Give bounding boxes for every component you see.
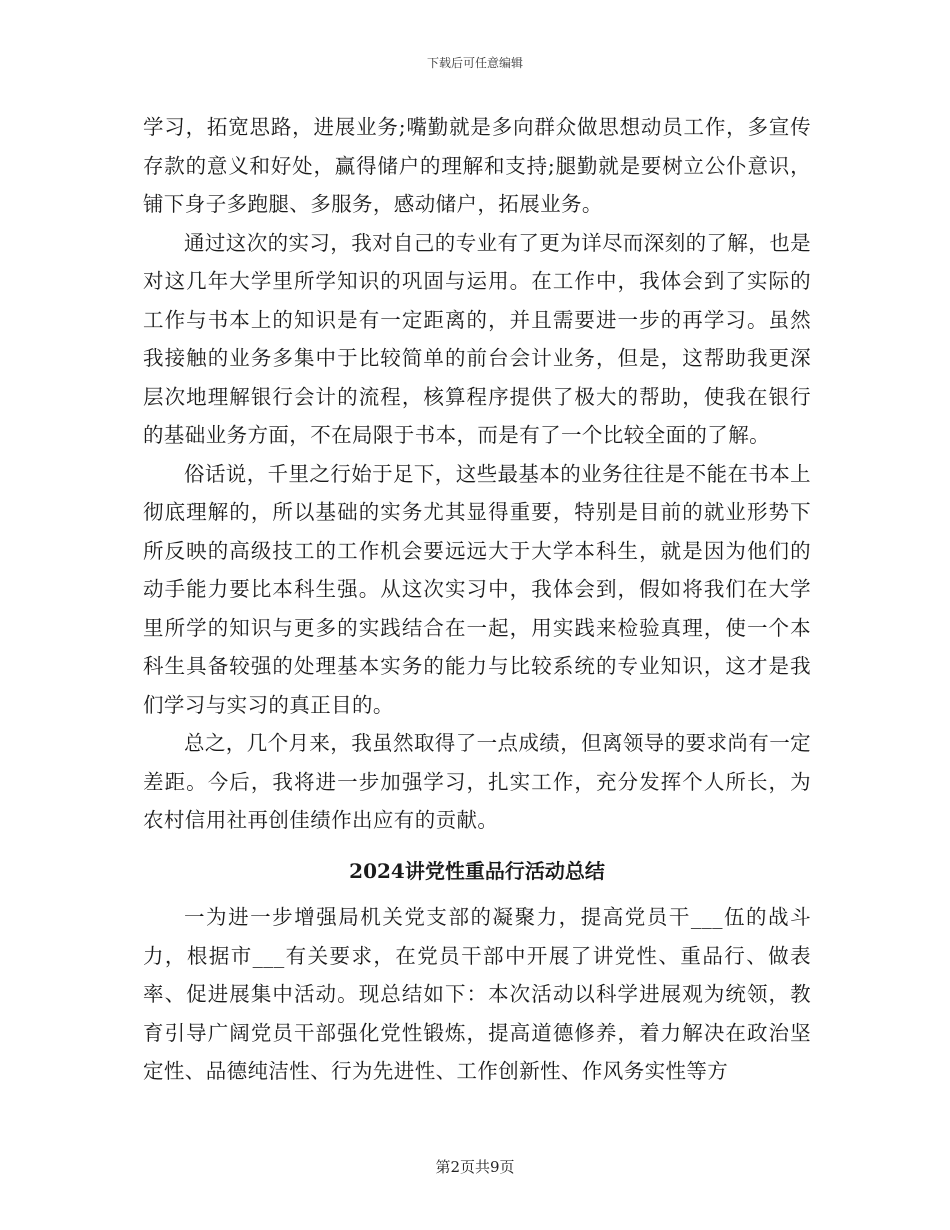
header-note: 下载后可任意编辑 — [426, 56, 523, 70]
section-title: 2024讲党性重品行活动总结 — [349, 858, 605, 883]
paragraph-conclusion: 总之，几个月来，我虽然取得了一点成绩，但离领导的要求尚有一定差距。今后，我将进一步加强学习，扎实工作，充分发挥个人所长，为农村信用社再创佳绩作出应有的贡献。 — [143, 731, 811, 832]
paragraph-internship-reflection: 通过这次的实习，我对自己的专业有了更为详尽而深刻的了解，也是对这几年大学里所学知识的巩固与运用。在工作中，我体会到了实际的工作与书本上的知识是有一定距离的，并且需要进一步的再学习。虽然我接触的业务多集中于比较简单的前台会计业务，但是，这帮助我更深层次地理解银行会计的流程，核算程序提供了极大的帮助，使我在银行的基础业务方面，不在局限于书本，而是有了一个比较全面的了解。 — [143, 230, 811, 447]
document-body — [143, 108, 811, 1091]
paragraph-section-intro: 一为进一步增强局机关党支部的凝聚力，提高党员干___伍的战斗力，根据市___有关要求，在党员干部中开展了讲党性、重品行、做表率、促进展集中活动。现总结如下：本次活动以科学进展观为统领，教育引导广阔党员干部强化党性锻炼，提高道德修养，着力解决在政治坚定性、品德纯洁性、行为先进性、工作创新性、作风务实性等方 — [143, 905, 811, 1083]
paragraph-continuation: 学习，拓宽思路，进展业务;嘴勤就是多向群众做思想动员工作，多宣传存款的意义和好处，赢得储户的理解和支持;腿勤就是要树立公仆意识，铺下身子多跑腿、多服务，感动储户，拓展业务。 — [143, 115, 811, 216]
paragraph-practice-importance: 俗话说，千里之行始于足下，这些最基本的业务往往是不能在书本上彻底理解的，所以基础的实务尤其显得重要，特别是目前的就业形势下所反映的高级技工的工作机会要远远大于大学本科生，就是因为他们的动手能力要比本科生强。从这次实习中，我体会到，假如将我们在大学里所学的知识与更多的实践结合在一起，用实践来检验真理，使一个本科生具备较强的处理基本实务的能力与比较系统的专业知识，这才是我们学习与实习的真正目的。 — [143, 461, 811, 717]
page-indicator: 第2页共9页 — [435, 1158, 515, 1176]
